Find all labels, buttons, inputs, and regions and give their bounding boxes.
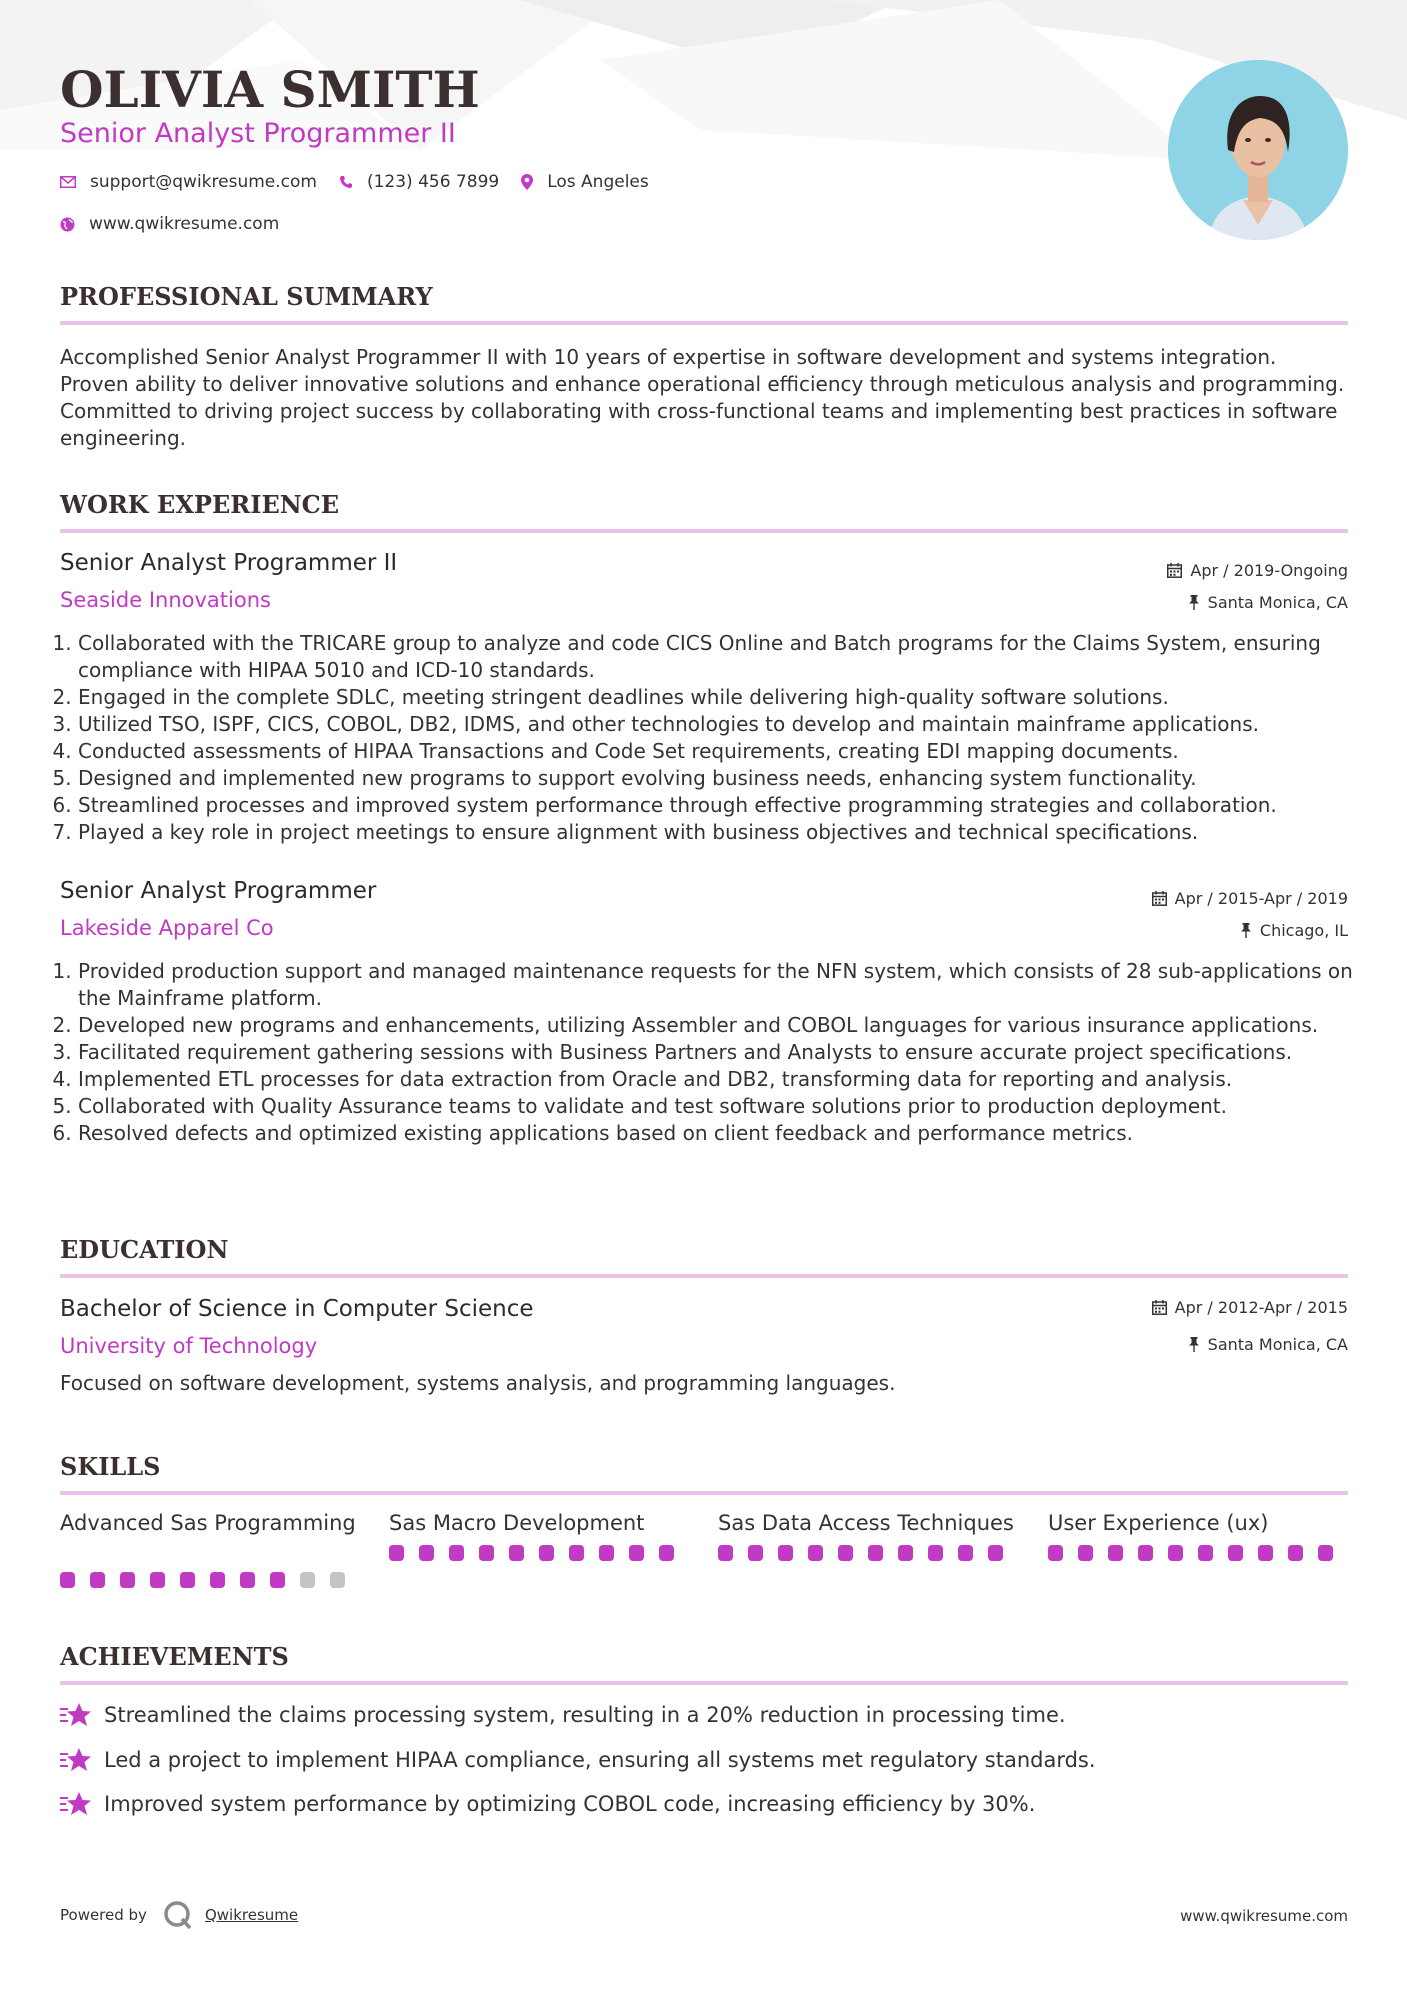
achievement-text: Led a project to implement HIPAA compliance, ensuring all systems met regulatory standards. [104,1748,1096,1772]
profile-photo [1168,60,1348,240]
job-responsibilities-list [60,630,1368,846]
skill-item [60,1510,360,1588]
list-item: 2. Developed new programs and enhancements, utilizing Assembler and COBOL languages for various insurance applications. [78,1012,1368,1039]
skill-dot-empty [330,1572,345,1588]
skill-name: Sas Data Access Techniques [718,1511,1014,1535]
qwikresume-logo-icon [163,1900,193,1930]
skill-dot-filled [90,1572,105,1588]
skill-item [1048,1510,1348,1561]
contact-phone[interactable] [339,172,499,192]
skill-dot-filled [988,1545,1003,1561]
job-company: Lakeside Apparel Co [60,916,274,940]
skill-dot-filled [1258,1545,1273,1561]
list-item: 4. Implemented ETL processes for data extraction from Oracle and DB2, transforming data for reporting and analysis. [78,1066,1368,1093]
skill-dot-filled [838,1545,853,1561]
job-title: Senior Analyst Programmer II [60,550,398,576]
list-item: 6. Streamlined processes and improved system performance through effective programming strategies and collaboration. [78,792,1368,819]
powered-by-label: Powered by [60,1906,147,1924]
list-item: 3. Utilized TSO, ISPF, CICS, COBOL, DB2, IDMS, and other technologies to develop and maintain mainframe applications. [78,711,1368,738]
skill-dot-filled [240,1572,255,1588]
skill-dot-filled [868,1545,883,1561]
job-location [1188,593,1348,612]
job-location [1240,921,1348,940]
education-school: University of Technology [60,1334,318,1358]
skill-item [718,1510,1018,1561]
education-dates [1152,1298,1348,1317]
skill-item [389,1510,689,1561]
calendar-icon [1152,891,1167,906]
skill-dot-filled [928,1545,943,1561]
section-heading-experience: WORK EXPERIENCE [60,490,1348,533]
calendar-icon [1167,563,1182,578]
skill-level-dots [389,1545,689,1561]
education-degree: Bachelor of Science in Computer Science [60,1296,534,1322]
envelope-icon [60,176,76,188]
list-item: 2. Engaged in the complete SDLC, meeting stringent deadlines while delivering high-quality software solutions. [78,684,1368,711]
job-title: Senior Analyst Programmer [60,878,377,904]
qwikresume-link[interactable]: Qwikresume [204,1906,299,1924]
education-dates-text: Apr / 2012-Apr / 2015 [1174,1298,1348,1317]
skill-dot-filled [389,1545,404,1561]
contact-email-text: support@qwikresume.com [90,172,317,192]
job-company: Seaside Innovations [60,588,271,612]
skill-dot-filled [449,1545,464,1561]
footer-powered-by [60,1900,298,1930]
section-heading-summary: PROFESSIONAL SUMMARY [60,282,1348,325]
calendar-icon [1152,1300,1167,1315]
education-location [1188,1335,1348,1354]
skill-name: Advanced Sas Programming [60,1511,356,1535]
list-item: 7. Played a key role in project meetings to ensure alignment with business objectives and technical specifications. [78,819,1368,846]
skill-level-dots [60,1572,360,1588]
phone-icon [339,175,353,189]
job-responsibilities-list [60,958,1368,1147]
skill-dot-filled [419,1545,434,1561]
skill-dot-filled [748,1545,763,1561]
profile-photo-illustration [1168,60,1348,240]
skill-dot-filled [718,1545,733,1561]
section-heading-achievements: ACHIEVEMENTS [60,1642,1348,1685]
section-heading-skills: SKILLS [60,1452,1348,1495]
star-icon [60,1702,92,1728]
skill-dot-filled [1288,1545,1303,1561]
skill-dot-filled [958,1545,973,1561]
list-item: 6. Resolved defects and optimized existing applications based on client feedback and performance metrics. [78,1120,1368,1147]
list-item: 1. Provided production support and managed maintenance requests for the NFN system, which consists of 28 sub-applications on the Mainframe platform. [78,958,1368,1012]
contact-website[interactable] [60,214,279,234]
list-item: 4. Conducted assessments of HIPAA Transactions and Code Set requirements, creating EDI mapping documents. [78,738,1368,765]
achievement-item [60,1791,1035,1817]
skill-dot-filled [539,1545,554,1561]
job-dates [1167,561,1348,580]
list-item: 5. Collaborated with Quality Assurance teams to validate and test software solutions prior to production deployment. [78,1093,1368,1120]
achievement-item [60,1747,1096,1773]
summary-text: Accomplished Senior Analyst Programmer II with 10 years of expertise in software development and systems integration. Proven ability to deliver innovative solutions and enhance operational efficiency through meticulous analysis and programming. Committed to driving project success by collaborating with cross-functional teams and implementing best practices in software engineering. [60,345,1345,450]
job-location-text: Santa Monica, CA [1207,593,1348,612]
globe-icon [60,217,75,232]
pushpin-icon [1240,923,1252,938]
candidate-title: Senior Analyst Programmer II [60,118,456,149]
skill-level-dots [718,1545,1018,1561]
skill-dot-filled [808,1545,823,1561]
skill-dot-filled [898,1545,913,1561]
contact-website-text: www.qwikresume.com [89,214,280,234]
footer-url[interactable]: www.qwikresume.com [1180,1907,1348,1925]
job-dates-text: Apr / 2015-Apr / 2019 [1174,889,1348,908]
skill-dot-filled [180,1572,195,1588]
skill-name: Sas Macro Development [389,1511,645,1535]
list-item: 3. Facilitated requirement gathering sessions with Business Partners and Analysts to ensure accurate project specifications. [78,1039,1368,1066]
skill-dot-filled [270,1572,285,1588]
education-description: Focused on software development, systems analysis, and programming languages. [60,1371,896,1395]
achievement-item [60,1702,1066,1728]
skill-dot-filled [1318,1545,1333,1561]
achievement-text: Improved system performance by optimizing COBOL code, increasing efficiency by 30%. [104,1792,1036,1816]
contact-email[interactable] [60,172,317,192]
skill-level-dots [1048,1545,1348,1561]
pushpin-icon [1188,1337,1200,1352]
job-location-text: Chicago, IL [1259,921,1348,940]
skill-dot-filled [1048,1545,1063,1561]
list-item: 1. Collaborated with the TRICARE group to analyze and code CICS Online and Batch programs for the Claims System, ensuring compliance with HIPAA 5010 and ICD-10 standards. [78,630,1368,684]
skill-dot-filled [60,1572,75,1588]
skill-dot-filled [569,1545,584,1561]
pushpin-icon [1188,595,1200,610]
skill-dot-filled [1198,1545,1213,1561]
skill-dot-empty [300,1572,315,1588]
skill-dot-filled [1228,1545,1243,1561]
skill-dot-filled [1138,1545,1153,1561]
star-icon [60,1791,92,1817]
list-item: 5. Designed and implemented new programs to support evolving business needs, enhancing system functionality. [78,765,1368,792]
skill-dot-filled [599,1545,614,1561]
contact-phone-text: (123) 456 7899 [366,172,500,192]
contact-row-secondary [60,214,301,234]
skill-dot-filled [479,1545,494,1561]
skill-dot-filled [629,1545,644,1561]
map-pin-icon [521,174,533,190]
section-heading-education: EDUCATION [60,1235,1348,1278]
contact-location-text: Los Angeles [547,172,649,192]
contact-location [521,172,649,192]
skill-dot-filled [1078,1545,1093,1561]
job-dates [1152,889,1348,908]
skill-dot-filled [659,1545,674,1561]
contact-row-primary [60,172,671,192]
skill-dot-filled [120,1572,135,1588]
skill-dot-filled [1168,1545,1183,1561]
star-icon [60,1747,92,1773]
education-location-text: Santa Monica, CA [1207,1335,1348,1354]
achievement-text: Streamlined the claims processing system, resulting in a 20% reduction in processing time. [104,1703,1066,1727]
skill-dot-filled [509,1545,524,1561]
skill-dot-filled [778,1545,793,1561]
candidate-name: OLIVIA SMITH [60,60,480,119]
skill-dot-filled [150,1572,165,1588]
job-dates-text: Apr / 2019-Ongoing [1190,561,1348,580]
skill-dot-filled [210,1572,225,1588]
skill-dot-filled [1108,1545,1123,1561]
skill-name: User Experience (ux) [1048,1511,1269,1535]
